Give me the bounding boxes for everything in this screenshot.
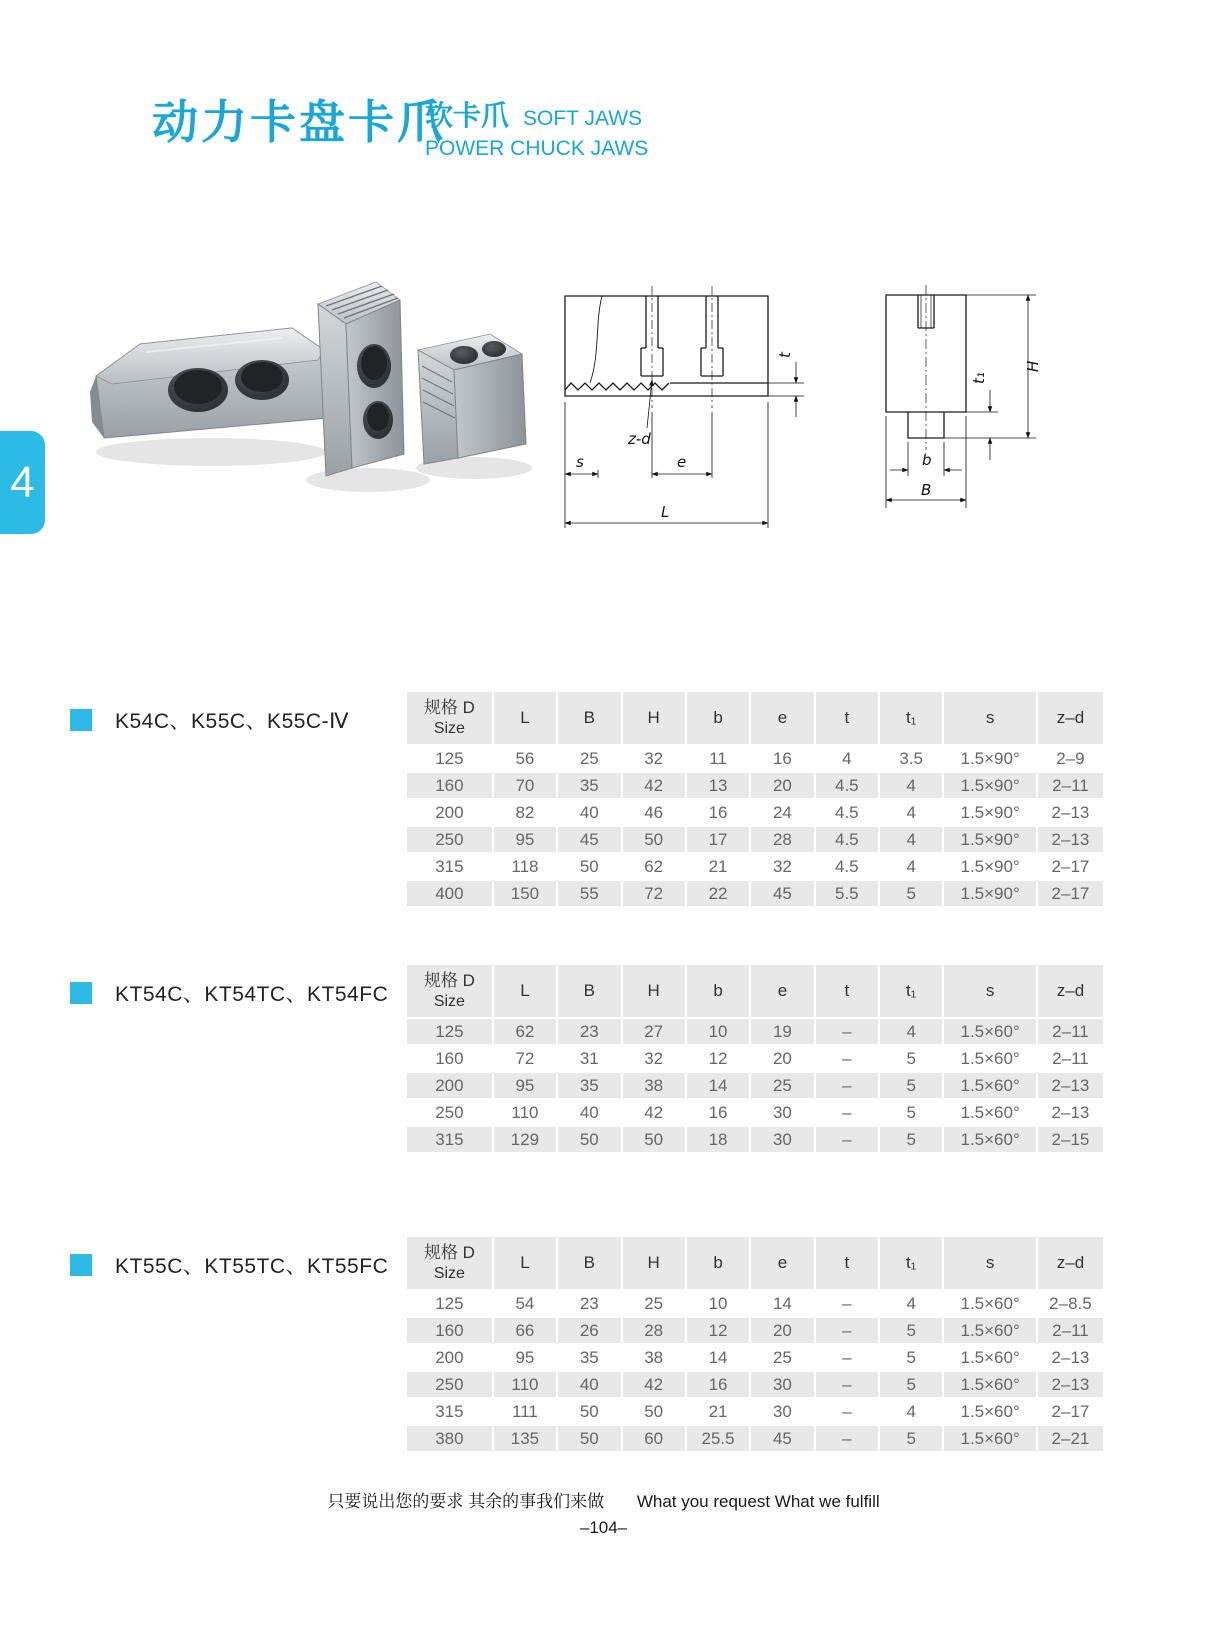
value-cell: 21 bbox=[687, 854, 749, 879]
dim-label-e: e bbox=[677, 453, 687, 471]
col-header: b bbox=[687, 1237, 749, 1289]
value-cell: 40 bbox=[558, 1100, 620, 1125]
value-cell: 4 bbox=[880, 1291, 942, 1316]
value-cell: 5 bbox=[880, 1100, 942, 1125]
section-bullet-square bbox=[70, 1254, 92, 1276]
dim-label-t: t bbox=[776, 352, 794, 358]
value-cell: 16 bbox=[687, 1100, 749, 1125]
value-cell: 1.5×60° bbox=[944, 1399, 1036, 1424]
value-cell: 50 bbox=[623, 1399, 685, 1424]
value-cell: 4 bbox=[880, 827, 942, 852]
spec-size-col-header: 规格 D Size bbox=[407, 1237, 492, 1289]
page-title: 动力卡盘卡爪 bbox=[152, 96, 446, 148]
value-cell: 19 bbox=[751, 1019, 813, 1044]
table-row bbox=[407, 800, 1103, 825]
col-header: t₁ bbox=[880, 692, 942, 744]
value-cell: 5 bbox=[880, 1046, 942, 1071]
value-cell: – bbox=[816, 1291, 878, 1316]
value-cell: 31 bbox=[558, 1046, 620, 1071]
value-cell: 50 bbox=[558, 1127, 620, 1152]
size-cell: 160 bbox=[407, 773, 492, 798]
value-cell: 70 bbox=[494, 773, 556, 798]
value-cell: 16 bbox=[687, 800, 749, 825]
value-cell: 1.5×90° bbox=[944, 827, 1036, 852]
value-cell: 2–13 bbox=[1038, 1073, 1103, 1098]
table-row bbox=[407, 1100, 1103, 1125]
value-cell: 5 bbox=[880, 1318, 942, 1343]
size-cell: 380 bbox=[407, 1426, 492, 1451]
size-cell: 250 bbox=[407, 1100, 492, 1125]
value-cell: 1.5×60° bbox=[944, 1291, 1036, 1316]
table-row bbox=[407, 827, 1103, 852]
size-cell: 315 bbox=[407, 1127, 492, 1152]
value-cell: 16 bbox=[751, 746, 813, 771]
value-cell: – bbox=[816, 1318, 878, 1343]
value-cell: 72 bbox=[623, 881, 685, 906]
value-cell: 17 bbox=[687, 827, 749, 852]
value-cell: 2–17 bbox=[1038, 881, 1103, 906]
value-cell: 5 bbox=[880, 1073, 942, 1098]
value-cell: 30 bbox=[751, 1372, 813, 1397]
value-cell: – bbox=[816, 1046, 878, 1071]
value-cell: 4 bbox=[880, 1019, 942, 1044]
value-cell: 35 bbox=[558, 773, 620, 798]
value-cell: 1.5×60° bbox=[944, 1046, 1036, 1071]
size-cell: 400 bbox=[407, 881, 492, 906]
value-cell: 20 bbox=[751, 1046, 813, 1071]
table-row bbox=[407, 1399, 1103, 1424]
col-header: s bbox=[944, 1237, 1036, 1289]
page-number: –104– bbox=[579, 1518, 628, 1537]
spec-section-k54c bbox=[70, 690, 1130, 940]
spec-size-col-header: 规格 D Size bbox=[407, 692, 492, 744]
value-cell: 2–21 bbox=[1038, 1426, 1103, 1451]
value-cell: 30 bbox=[751, 1399, 813, 1424]
value-cell: 45 bbox=[558, 827, 620, 852]
value-cell: 35 bbox=[558, 1345, 620, 1370]
value-cell: 2–11 bbox=[1038, 1046, 1103, 1071]
value-cell: 3.5 bbox=[880, 746, 942, 771]
col-header: B bbox=[558, 965, 620, 1017]
size-cell: 200 bbox=[407, 1345, 492, 1370]
spec-table bbox=[405, 690, 1105, 908]
col-header: L bbox=[494, 1237, 556, 1289]
value-cell: 42 bbox=[623, 773, 685, 798]
value-cell: 4 bbox=[880, 854, 942, 879]
value-cell: – bbox=[816, 1127, 878, 1152]
size-cell: 315 bbox=[407, 1399, 492, 1424]
value-cell: 50 bbox=[558, 1399, 620, 1424]
value-cell: 23 bbox=[558, 1291, 620, 1316]
spec-table bbox=[405, 963, 1105, 1154]
value-cell: 56 bbox=[494, 746, 556, 771]
table-row bbox=[407, 1046, 1103, 1071]
value-cell: 4.5 bbox=[816, 827, 878, 852]
value-cell: 40 bbox=[558, 800, 620, 825]
value-cell: 54 bbox=[494, 1291, 556, 1316]
spec-section-kt55c bbox=[70, 1235, 1130, 1485]
value-cell: 11 bbox=[687, 746, 749, 771]
value-cell: 66 bbox=[494, 1318, 556, 1343]
value-cell: 50 bbox=[623, 827, 685, 852]
value-cell: 1.5×90° bbox=[944, 854, 1036, 879]
value-cell: 23 bbox=[558, 1019, 620, 1044]
value-cell: 2–8.5 bbox=[1038, 1291, 1103, 1316]
col-header: e bbox=[751, 1237, 813, 1289]
chapter-number: 4 bbox=[10, 457, 35, 507]
value-cell: – bbox=[816, 1372, 878, 1397]
value-cell: 5 bbox=[880, 1372, 942, 1397]
table-row bbox=[407, 881, 1103, 906]
value-cell: 62 bbox=[494, 1019, 556, 1044]
value-cell: 135 bbox=[494, 1426, 556, 1451]
footer-slogan bbox=[0, 1487, 1207, 1512]
size-cell: 125 bbox=[407, 1019, 492, 1044]
value-cell: 4.5 bbox=[816, 773, 878, 798]
value-cell: 5 bbox=[880, 881, 942, 906]
value-cell: 50 bbox=[558, 854, 620, 879]
col-header: H bbox=[623, 692, 685, 744]
footer-slogan-en: What you request What we fulfill bbox=[636, 1492, 880, 1511]
value-cell: 50 bbox=[623, 1127, 685, 1152]
value-cell: 24 bbox=[751, 800, 813, 825]
value-cell: 25 bbox=[751, 1345, 813, 1370]
table-row bbox=[407, 773, 1103, 798]
value-cell: 14 bbox=[687, 1345, 749, 1370]
value-cell: 42 bbox=[623, 1100, 685, 1125]
value-cell: 2–17 bbox=[1038, 854, 1103, 879]
value-cell: 4.5 bbox=[816, 854, 878, 879]
col-header: L bbox=[494, 692, 556, 744]
value-cell: 55 bbox=[558, 881, 620, 906]
col-header: s bbox=[944, 965, 1036, 1017]
front-view-drawing bbox=[540, 278, 850, 568]
size-cell: 250 bbox=[407, 1372, 492, 1397]
value-cell: 12 bbox=[687, 1046, 749, 1071]
value-cell: 2–9 bbox=[1038, 746, 1103, 771]
value-cell: 4.5 bbox=[816, 800, 878, 825]
value-cell: 72 bbox=[494, 1046, 556, 1071]
dim-label-L: L bbox=[661, 503, 670, 521]
value-cell: 2–13 bbox=[1038, 1345, 1103, 1370]
table-row bbox=[407, 1426, 1103, 1451]
value-cell: 1.5×60° bbox=[944, 1100, 1036, 1125]
col-header: t bbox=[816, 692, 878, 744]
table-header-row bbox=[407, 965, 1103, 1017]
value-cell: 150 bbox=[494, 881, 556, 906]
value-cell: 30 bbox=[751, 1127, 813, 1152]
value-cell: 1.5×60° bbox=[944, 1073, 1036, 1098]
value-cell: 28 bbox=[751, 827, 813, 852]
value-cell: 1.5×90° bbox=[944, 800, 1036, 825]
value-cell: 95 bbox=[494, 1073, 556, 1098]
size-cell: 200 bbox=[407, 800, 492, 825]
subtitle-en-soft-jaws: SOFT JAWS bbox=[523, 107, 643, 130]
spec-section-kt54c bbox=[70, 963, 1130, 1213]
size-cell: 315 bbox=[407, 854, 492, 879]
table-row bbox=[407, 1318, 1103, 1343]
section-title: KT55C、KT55TC、KT55FC bbox=[115, 1255, 389, 1278]
value-cell: 1.5×60° bbox=[944, 1318, 1036, 1343]
value-cell: 2–11 bbox=[1038, 773, 1103, 798]
col-header: t₁ bbox=[880, 965, 942, 1017]
dim-label-H: H bbox=[1024, 360, 1042, 372]
value-cell: 5 bbox=[880, 1426, 942, 1451]
value-cell: 18 bbox=[687, 1127, 749, 1152]
value-cell: 28 bbox=[623, 1318, 685, 1343]
col-header: t₁ bbox=[880, 1237, 942, 1289]
dim-label-B: B bbox=[921, 481, 932, 499]
value-cell: 25 bbox=[623, 1291, 685, 1316]
section-title: K54C、K55C、K55C-Ⅳ bbox=[115, 710, 349, 733]
size-cell: 160 bbox=[407, 1318, 492, 1343]
value-cell: 27 bbox=[623, 1019, 685, 1044]
value-cell: 111 bbox=[494, 1399, 556, 1424]
dim-label-b: b bbox=[922, 451, 932, 469]
col-header: H bbox=[623, 1237, 685, 1289]
value-cell: 40 bbox=[558, 1372, 620, 1397]
value-cell: 60 bbox=[623, 1426, 685, 1451]
subtitle-cn: 软卡爪 bbox=[425, 100, 510, 131]
table-row bbox=[407, 1073, 1103, 1098]
spec-table bbox=[405, 1235, 1105, 1453]
table-row bbox=[407, 854, 1103, 879]
page-subtitle bbox=[425, 94, 648, 161]
value-cell: 38 bbox=[623, 1073, 685, 1098]
size-cell: 200 bbox=[407, 1073, 492, 1098]
side-view-drawing bbox=[846, 280, 1076, 550]
value-cell: 5 bbox=[880, 1127, 942, 1152]
col-header: b bbox=[687, 965, 749, 1017]
value-cell: 2–13 bbox=[1038, 800, 1103, 825]
value-cell: 13 bbox=[687, 773, 749, 798]
value-cell: 1.5×90° bbox=[944, 773, 1036, 798]
value-cell: – bbox=[816, 1019, 878, 1044]
value-cell: 2–11 bbox=[1038, 1019, 1103, 1044]
value-cell: 2–13 bbox=[1038, 827, 1103, 852]
value-cell: 16 bbox=[687, 1372, 749, 1397]
value-cell: 10 bbox=[687, 1019, 749, 1044]
value-cell: 2–17 bbox=[1038, 1399, 1103, 1424]
table-row bbox=[407, 1345, 1103, 1370]
value-cell: 118 bbox=[494, 854, 556, 879]
col-header: b bbox=[687, 692, 749, 744]
value-cell: 4 bbox=[880, 773, 942, 798]
section-title: KT54C、KT54TC、KT54FC bbox=[115, 983, 389, 1006]
value-cell: 46 bbox=[623, 800, 685, 825]
value-cell: 14 bbox=[687, 1073, 749, 1098]
col-header: e bbox=[751, 692, 813, 744]
value-cell: 32 bbox=[751, 854, 813, 879]
col-header: e bbox=[751, 965, 813, 1017]
dim-label-z-d: z-d bbox=[628, 430, 651, 448]
col-header: B bbox=[558, 692, 620, 744]
value-cell: 5 bbox=[880, 1345, 942, 1370]
value-cell: 35 bbox=[558, 1073, 620, 1098]
value-cell: 1.5×90° bbox=[944, 746, 1036, 771]
value-cell: 45 bbox=[751, 1426, 813, 1451]
value-cell: 1.5×60° bbox=[944, 1019, 1036, 1044]
value-cell: 12 bbox=[687, 1318, 749, 1343]
size-cell: 250 bbox=[407, 827, 492, 852]
value-cell: 2–15 bbox=[1038, 1127, 1103, 1152]
value-cell: – bbox=[816, 1426, 878, 1451]
product-photo bbox=[86, 256, 536, 526]
table-row bbox=[407, 1127, 1103, 1152]
value-cell: 1.5×60° bbox=[944, 1426, 1036, 1451]
table-row bbox=[407, 1019, 1103, 1044]
value-cell: 2–13 bbox=[1038, 1372, 1103, 1397]
value-cell: 129 bbox=[494, 1127, 556, 1152]
table-row bbox=[407, 1291, 1103, 1316]
value-cell: 2–13 bbox=[1038, 1100, 1103, 1125]
value-cell: 25.5 bbox=[687, 1426, 749, 1451]
dim-label-s: s bbox=[576, 453, 584, 471]
size-cell: 125 bbox=[407, 746, 492, 771]
value-cell: 22 bbox=[687, 881, 749, 906]
value-cell: 62 bbox=[623, 854, 685, 879]
value-cell: 50 bbox=[558, 1426, 620, 1451]
value-cell: – bbox=[816, 1399, 878, 1424]
col-header: s bbox=[944, 692, 1036, 744]
value-cell: 4 bbox=[880, 800, 942, 825]
col-header: z–d bbox=[1038, 692, 1103, 744]
chapter-tab bbox=[0, 431, 45, 534]
dim-label-t1: t₁ bbox=[970, 372, 988, 384]
table-row bbox=[407, 1372, 1103, 1397]
value-cell: 26 bbox=[558, 1318, 620, 1343]
footer-slogan-cn: 只要说出您的要求 其余的事我们来做 bbox=[327, 1492, 605, 1511]
col-header: z–d bbox=[1038, 1237, 1103, 1289]
section-bullet-square bbox=[70, 982, 92, 1004]
spec-size-col-header: 规格 D Size bbox=[407, 965, 492, 1017]
value-cell: – bbox=[816, 1073, 878, 1098]
value-cell: 82 bbox=[494, 800, 556, 825]
col-header: H bbox=[623, 965, 685, 1017]
value-cell: 4 bbox=[816, 746, 878, 771]
col-header: t bbox=[816, 1237, 878, 1289]
subtitle-en-power-chuck-jaws: POWER CHUCK JAWS bbox=[425, 137, 649, 160]
col-header: L bbox=[494, 965, 556, 1017]
value-cell: 110 bbox=[494, 1372, 556, 1397]
value-cell: 21 bbox=[687, 1399, 749, 1424]
size-cell: 160 bbox=[407, 1046, 492, 1071]
table-row bbox=[407, 746, 1103, 771]
value-cell: 1.5×60° bbox=[944, 1127, 1036, 1152]
value-cell: 25 bbox=[751, 1073, 813, 1098]
value-cell: 1.5×60° bbox=[944, 1372, 1036, 1397]
value-cell: 32 bbox=[623, 1046, 685, 1071]
value-cell: 30 bbox=[751, 1100, 813, 1125]
value-cell: 42 bbox=[623, 1372, 685, 1397]
col-header: B bbox=[558, 1237, 620, 1289]
value-cell: 20 bbox=[751, 773, 813, 798]
size-cell: 125 bbox=[407, 1291, 492, 1316]
value-cell: 45 bbox=[751, 881, 813, 906]
value-cell: 32 bbox=[623, 746, 685, 771]
value-cell: – bbox=[816, 1100, 878, 1125]
value-cell: 14 bbox=[751, 1291, 813, 1316]
value-cell: 1.5×60° bbox=[944, 1345, 1036, 1370]
value-cell: 2–11 bbox=[1038, 1318, 1103, 1343]
value-cell: 20 bbox=[751, 1318, 813, 1343]
section-bullet-square bbox=[70, 709, 92, 731]
value-cell: 1.5×90° bbox=[944, 881, 1036, 906]
value-cell: 110 bbox=[494, 1100, 556, 1125]
value-cell: 5.5 bbox=[816, 881, 878, 906]
value-cell: 95 bbox=[494, 827, 556, 852]
col-header: z–d bbox=[1038, 965, 1103, 1017]
table-header-row bbox=[407, 692, 1103, 744]
col-header: t bbox=[816, 965, 878, 1017]
value-cell: 10 bbox=[687, 1291, 749, 1316]
value-cell: 38 bbox=[623, 1345, 685, 1370]
table-header-row bbox=[407, 1237, 1103, 1289]
value-cell: – bbox=[816, 1345, 878, 1370]
value-cell: 25 bbox=[558, 746, 620, 771]
value-cell: 4 bbox=[880, 1399, 942, 1424]
value-cell: 95 bbox=[494, 1345, 556, 1370]
